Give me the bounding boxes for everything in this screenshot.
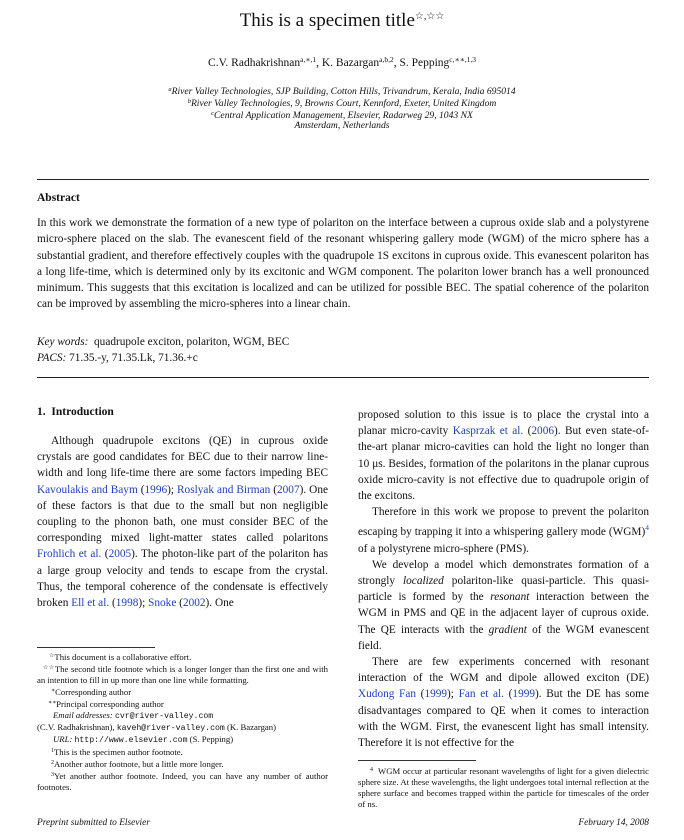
text-run: ). One [205,597,234,610]
affiliation: Amsterdam, Netherlands [294,120,390,131]
author-list: C.V. Radhakrishnan$^{a,∗,1}$, K. Bazargan$^{a,b,2}$, S. Pepping$^{c,∗∗,1,3}$ [208,55,476,69]
pacs-label: PACS: [37,352,67,364]
footer-left: Preprint submitted to Elsevier [37,818,150,828]
citation-link[interactable]: Kasprzak et al. [452,425,524,438]
footnote-rule [37,647,155,648]
citation-link[interactable]: Xudong Fan [358,688,417,701]
text-run: We develop a model which demonstrates formation of a strongly [358,558,649,588]
citation-link[interactable]: Snoke [148,597,177,610]
footnote-ref[interactable]: 4 [645,523,649,533]
citation-link[interactable]: 1998 [115,597,139,610]
citation-link[interactable]: 2002 [182,597,206,610]
footer-right: February 14, 2008 [578,818,649,828]
footnote: ☆☆The second title footnote which is a longer longer than the first one and with an intention to fill in up more than one line while formatting. [37,664,328,685]
keywords-text: quadrupole exciton, polariton, WGM, BEC [94,336,290,348]
footnote: ☆This document is a collaborative effort. [49,652,192,662]
text-run: ). One of these factors is that due to the small but non negligible coupling to the phonon bath, one must consider BEC of the corresponding mixed light-matter states called polaritons [37,483,328,545]
abstract-heading: Abstract [37,192,80,204]
footnote: $^1$This is the specimen author footnote. [51,747,183,757]
author: K. Bazargan$^{a,b,2}$ [321,55,394,69]
keywords-label: Key words: [37,336,89,348]
citation-link[interactable]: 1999 [512,688,536,701]
citation-link[interactable]: Frohlich et al. [37,548,102,561]
email-link[interactable]: cvr@river-valley.com [114,712,214,721]
text-run: There are few experiments concerned with resonant interaction of the WGM and dipole allowed exciton (DE) [358,656,649,685]
text-run: polariton-like quasi-particle. This quasi-particle is formed by the [358,575,649,604]
citation-link[interactable]: 1999 [424,688,448,701]
paragraph [358,654,649,751]
footnote-rule [358,760,476,761]
paragraph [358,557,649,654]
text-run: ). But the DE has some disadvantages compared to QE when it comes to interaction with the WGM. First, the evanescent light has small intensity. Therefore it is not effective for the [358,688,649,750]
text-run: of the WGM evanescent field. [358,623,649,652]
text-run: ). The photon-like part of the polariton has a large group velocity and tends to escape from the crystal. Thus, the temporal coherence of the condensate is effectively broken [37,548,329,610]
text-run: ( [101,548,109,561]
footnote: $^3$Yet another author footnote. Indeed, you can have any number of author footnotes. [37,771,328,792]
left-column-body [37,433,328,611]
abstract-bottom-rule [37,377,649,378]
text-run: gradient [488,623,527,636]
text-run: ( [523,425,532,438]
text-run: ( [109,597,116,610]
email-line: (C.V. Radhakrishnan), kaveh@river-valley.com (K. Bazargan) [37,722,277,733]
footnote: ∗Corresponding author [51,687,132,697]
text-run: ( [176,597,183,610]
email-line: Email addresses: cvr@river-valley.com [53,710,214,721]
text-run: proposed solution to this issue is to place the crystal into a planar micro-cavity [358,409,649,438]
text-run: ); [447,688,459,701]
email-link[interactable]: kaveh@river-valley.com [116,724,225,733]
text-run: ( [137,483,145,496]
paragraph [358,504,649,557]
paragraph [358,407,649,504]
text-run: ( [504,688,513,701]
citation-link[interactable]: Kavoulakis and Baym [37,483,138,496]
affiliation: $^b$River Valley Technologies, 9, Browns Court, Kennford, Exeter, United Kingdom [187,98,497,109]
right-footnote [358,765,649,810]
right-column-body [358,407,649,751]
left-footnotes [37,651,328,793]
text-run: ( [270,483,277,496]
text-run: Therefore in this work we propose to prevent the polariton escaping by trapping it into a whispering gallery mode (WGM) [358,506,649,539]
text-run: ); [138,597,149,610]
citation-link[interactable]: 2005 [108,548,132,561]
author: C.V. Radhakrishnan$^{a,∗,1}$ [208,55,317,69]
footnote: $^2$Another author footnote, but a little more longer. [51,759,224,769]
text-run: Although quadrupole excitons (QE) in cuprous oxide crystals are good candidates for BEC due to their narrow line-width and long life-time there are some factors impeding BEC [37,435,328,480]
abstract-top-rule [37,179,649,180]
abstract-text: In this work we demonstrate the formation of a new type of polariton on the interface between a cuprous oxide slab and a polystyrene micro-sphere placed on the slab. The evanescent field of the resonant whispering gallery mode (WGM) of the micro sphere has a substantial gradient, and therefore effectively couples with the quadrupole 1S excitons in cuprous oxide. This evanescent polariton has a long life-time, which is determined only by its excitonic and WGM component. The polariton lower branch has a well pronounced minimum. This suggests that this excitation is localized and can be utilized for possible BEC. The spatial coherence of the polariton can be improved by assembling the micro-spheres into a linear chain. [37,217,649,311]
paper-title [0,10,684,32]
text-run: localized [403,575,444,588]
title-footnote-marks: ☆,☆☆ [414,11,445,22]
paragraph [37,433,328,611]
author: S. Pepping$^{c,∗∗,1,3}$ [399,55,476,69]
keywords-block [37,334,289,366]
citation-link[interactable]: Fan et al. [458,688,504,701]
title-text: This is a specimen title [239,10,415,31]
footnote: $^4$ WGM occur at particular resonant wavelengths of light for a given dielectric sphere size. At these wavelengths, the light undergoes total internal reflection at the sphere surface and becomes trapped within the particle for timescales of the order of ns. [358,766,649,809]
text-run: ). But even state-of-the-art planar micro-cavities can hold the light no longer than 10 μs. Besides, formation of the polaritons in the planar cuprous oxide micro-cavity is not effective due to quadrupole origin of the excitons. [358,425,650,503]
citation-link[interactable]: Roslyak and Birman [177,483,271,496]
footnote: ∗∗Principal corresponding author [48,699,164,709]
section-heading: 1. Introduction [37,406,114,418]
url-link[interactable]: http://www.elsevier.com [74,736,188,745]
text-run: interaction between the WGM in PMS and QE in the adjacent layer of cuprous oxide. The QE interacts with the [358,591,649,636]
text-run: of a polystyrene micro-sphere (PMS). [358,542,529,555]
affiliation: $^a$River Valley Technologies, SJP Building, Cotton Hills, Trivandrum, Kerala, India 695014 [168,86,516,97]
citation-link[interactable]: 2006 [531,425,554,438]
text-run: ( [416,688,425,701]
text-run: ); [167,483,178,496]
citation-link[interactable]: Ell et al. [71,597,110,610]
citation-link[interactable]: 1996 [144,483,168,496]
pacs-text: 71.35.-y, 71.35.Lk, 71.36.+c [69,352,198,364]
text-run: resonant [490,591,530,604]
url-line: URL: http://www.elsevier.com (S. Pepping) [53,734,234,745]
affiliation: $^c$Central Application Management, Elsevier, Radarweg 29, 1043 NX [211,110,473,121]
citation-link[interactable]: 2007 [277,483,300,496]
